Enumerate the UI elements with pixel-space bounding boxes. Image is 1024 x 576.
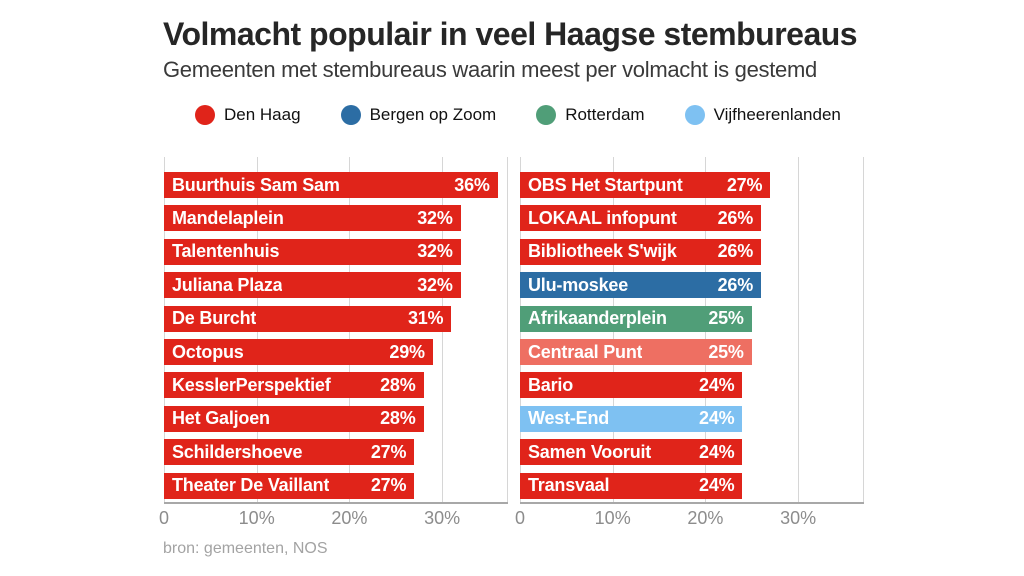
bar-label: Mandelaplein <box>172 207 284 228</box>
bar-value: 24% <box>699 441 735 462</box>
bar <box>164 205 461 231</box>
bar-value: 27% <box>726 174 763 195</box>
x-tick-label: 10% <box>594 508 631 528</box>
legend-label: Rotterdam <box>565 105 645 124</box>
bar-value: 28% <box>380 374 416 395</box>
bar-value: 25% <box>708 341 744 362</box>
bar-label: Bario <box>528 374 574 395</box>
bar-value: 26% <box>717 274 754 295</box>
bar <box>164 306 451 332</box>
x-tick-label: 20% <box>331 508 368 528</box>
bar-label: Centraal Punt <box>528 341 643 362</box>
bar-label: Afrikaanderplein <box>528 308 667 329</box>
source-note: bron: gemeenten, NOS <box>163 540 328 557</box>
bar <box>164 239 461 265</box>
bar-value: 26% <box>717 207 754 228</box>
bar-value: 27% <box>370 475 407 496</box>
bar <box>520 372 742 398</box>
legend-swatch-icon <box>341 105 361 125</box>
bar-label: LOKAAL infopunt <box>528 207 677 228</box>
bar <box>520 473 742 499</box>
bar <box>520 172 770 198</box>
bar <box>164 272 461 298</box>
chart-title: Volmacht populair in veel Haagse stembureaus <box>163 16 858 52</box>
bar-label: Schildershoeve <box>172 441 303 462</box>
bar-value: 27% <box>370 441 407 462</box>
x-tick-label: 20% <box>687 508 724 528</box>
bar-value: 24% <box>699 374 735 395</box>
bar <box>520 272 761 298</box>
bar-value: 31% <box>407 308 444 329</box>
bar-label: West-End <box>528 408 610 429</box>
x-gridline-edge <box>863 157 864 502</box>
legend-label: Den Haag <box>224 105 301 124</box>
bar-panel-right <box>514 155 863 528</box>
bar-label: Theater De Vaillant <box>172 475 330 496</box>
bar-label: Samen Vooruit <box>528 441 652 462</box>
bar-label: Talentenhuis <box>172 241 280 262</box>
bar-value: 28% <box>380 408 416 429</box>
bar <box>520 406 742 432</box>
bar <box>520 439 742 465</box>
legend-label: Vijfheerenlanden <box>713 105 841 124</box>
bar-label: KesslerPerspektief <box>172 374 331 395</box>
bar-label: Het Galjoen <box>172 408 270 429</box>
legend-item <box>341 105 497 125</box>
bar-value: 36% <box>454 174 490 195</box>
x-axis-baseline <box>164 502 508 504</box>
bar <box>520 339 752 365</box>
legend-item <box>685 105 841 125</box>
bar <box>520 205 761 231</box>
bar-label: Ulu-moskee <box>528 274 629 295</box>
bar-value: 25% <box>708 308 744 329</box>
bar-label: Octopus <box>172 341 244 362</box>
bar-label: De Burcht <box>172 308 257 329</box>
bar-label: Transvaal <box>528 475 610 496</box>
x-tick-label: 30% <box>780 508 817 528</box>
legend-item <box>536 105 644 125</box>
x-gridline <box>798 157 799 502</box>
legend <box>195 105 841 125</box>
bar-label: Buurthuis Sam Sam <box>172 174 340 195</box>
legend-swatch-icon <box>685 105 705 125</box>
chart-subtitle: Gemeenten met stembureaus waarin meest per volmacht is gestemd <box>163 57 817 82</box>
x-tick-label: 30% <box>424 508 461 528</box>
bar-value: 26% <box>717 241 754 262</box>
bar <box>164 406 424 432</box>
bar <box>164 172 498 198</box>
x-gridline-edge <box>507 157 508 502</box>
bar <box>164 473 414 499</box>
bar <box>164 439 414 465</box>
bar <box>164 372 424 398</box>
legend-swatch-icon <box>195 105 215 125</box>
bar <box>164 339 433 365</box>
x-tick-label: 0 <box>158 508 170 528</box>
bar-label: Bibliotheek S'wijk <box>528 241 677 262</box>
legend-swatch-icon <box>536 105 556 125</box>
bar-label: OBS Het Startpunt <box>528 174 683 195</box>
bar <box>520 239 761 265</box>
legend-label: Bergen op Zoom <box>369 105 497 124</box>
x-tick-label: 10% <box>238 508 275 528</box>
x-tick-label: 0 <box>514 508 526 528</box>
bar <box>520 306 752 332</box>
bar-value: 29% <box>389 341 425 362</box>
legend-item <box>195 105 301 125</box>
bar-label: Juliana Plaza <box>172 274 283 295</box>
x-axis-baseline <box>520 502 864 504</box>
bar-value: 24% <box>699 408 735 429</box>
bar-value: 32% <box>417 207 453 228</box>
bar-value: 24% <box>699 475 735 496</box>
bar-value: 32% <box>417 274 453 295</box>
bar-panel-left <box>158 155 507 528</box>
bar-value: 32% <box>417 241 453 262</box>
